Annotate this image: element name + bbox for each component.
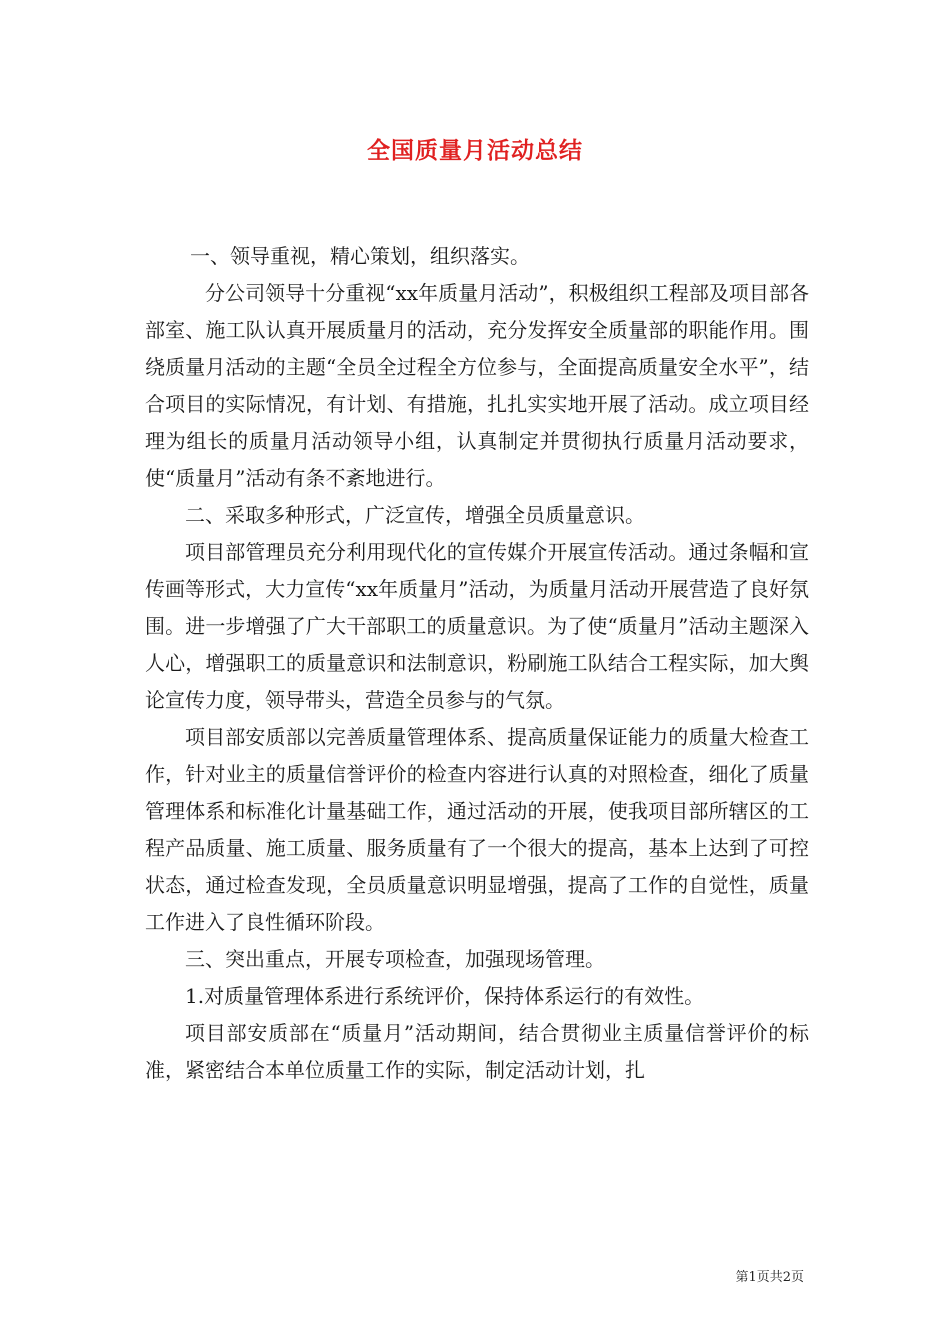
section-heading-3: 三、突出重点，开展专项检查，加强现场管理。 [185,947,605,971]
paragraph-3: 项目部安质部以完善质量管理体系、提高质量保证能力的质量大检查工作，针对业主的质量信誉评价的检查内容进行认真的对照检查，细化了质量管理体系和标准化计量基础工作，通过活动的开展，使我项目部所辖区的工程产品质量、施工质量、服务质量有了一个很大的提高，基本上达到了可控状态，通过检查发现，全员质量意识明显增强，提高了工作的自觉性，质量工作进入了良性循环阶段。 [145,725,809,934]
section-heading-1: 一、领导重视，精心策划，组织落实。 [190,244,530,268]
paragraph-4: 项目部安质部在“质量月”活动期间，结合贯彻业主质量信誉评价的标准，紧密结合本单位质量工作的实际，制定活动计划，扎 [145,1021,809,1082]
document-title: 全国质量月活动总结 [367,137,583,164]
section-heading-2: 二、采取多种形式，广泛宣传，增强全员质量意识。 [185,503,645,527]
paragraph-2: 项目部管理员充分利用现代化的宣传媒介开展宣传活动。通过条幅和宣传画等形式，大力宣传“xx年质量月”活动，为质量月活动开展营造了良好氛围。进一步增强了广大干部职工的质量意识。为了使“质量月”活动主题深入人心，增强职工的质量意识和法制意识，粉刷施工队结合工程实际，加大舆论宣传力度，领导带头，营造全员参与的气氛。 [145,540,809,712]
subsection-heading-1: 1.对质量管理体系进行系统评价，保持体系运行的有效性。 [185,984,705,1008]
page-number: 第1页共2页 [735,1270,804,1285]
paragraph-1: 分公司领导十分重视“xx年质量月活动”，积极组织工程部及项目部各部室、施工队认真开展质量月的活动，充分发挥安全质量部的职能作用。围绕质量月活动的主题“全员全过程全方位参与，全面提高质量安全水平”，结合项目的实际情况，有计划、有措施，扎扎实实地开展了活动。成立项目经理为组长的质量月活动领导小组，认真制定并贯彻执行质量月活动要求，使“质量月”活动有条不紊地进行。 [145,281,809,490]
document-body [145,238,809,1089]
